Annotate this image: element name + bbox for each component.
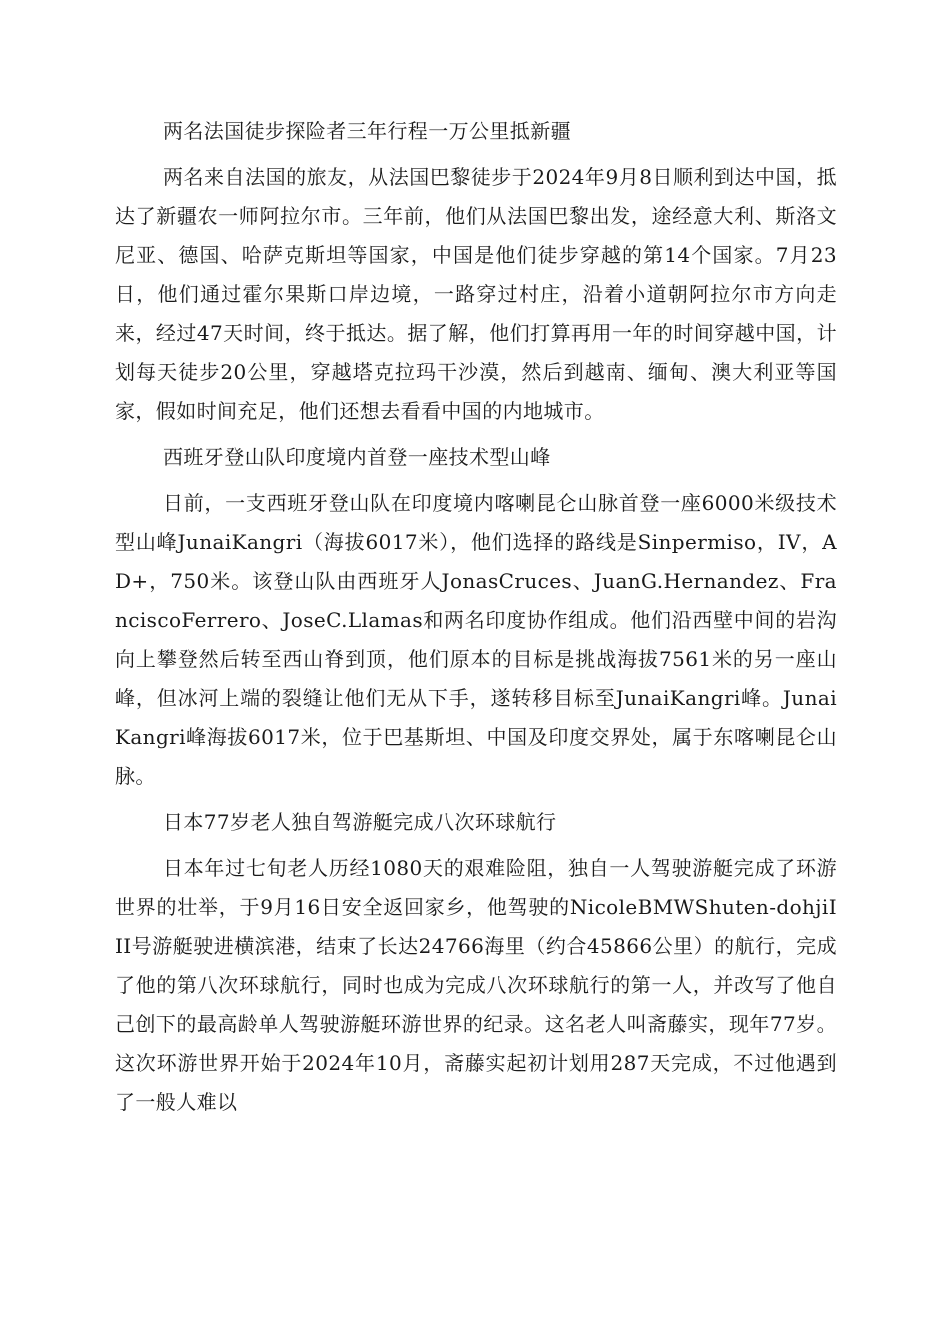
article-body: 日本年过七旬老人历经1080天的艰难险阻，独自一人驾驶游艇完成了环游世界的壮举，于9月16日安全返回家乡，他驾驶的NicoleBMWShuten-dohjiIII号游艇驶进横滨港，结束了长达24766海里（约合45866公里）的航行，完成了他的第八次环球航行，同时也成为完成八次环球航行的第一人，并改写了他自己创下的最高龄单人驾驶游艇环游世界的纪录。这名老人叫斋藤实，现年77岁。这次环游世界开始于2024年10月，斋藤实起初计划用287天完成，不过他遇到了一般人难以 <box>115 856 837 1114</box>
document-page <box>115 112 837 1129</box>
article-body: 日前，一支西班牙登山队在印度境内喀喇昆仑山脉首登一座6000米级技术型山峰JunaiKangri（海拔6017米），他们选择的路线是Sinpermiso，IV，AD+，750米。该登山队由西班牙人JonasCruces、JuanG.Hernandez、FranciscoFerrero、JoseC.Llamas和两名印度协作组成。他们沿西壁中间的岩沟向上攀登然后转至西山脊到顶，他们原本的目标是挑战海拔7561米的另一座山峰，但冰河上端的裂缝让他们无从下手，遂转移目标至JunaiKangri峰。JunaiKangri峰海拔6017米，位于巴基斯坦、中国及印度交界处，属于东喀喇昆仑山脉。 <box>115 491 837 788</box>
article-title: 日本77岁老人独自驾游艇完成八次环球航行 <box>163 810 557 834</box>
article-title: 两名法国徒步探险者三年行程一万公里抵新疆 <box>163 119 571 143</box>
article-title: 西班牙登山队印度境内首登一座技术型山峰 <box>163 445 551 469</box>
article-body: 两名来自法国的旅友，从法国巴黎徒步于2024年9月8日顺利到达中国，抵达了新疆农一师阿拉尔市。三年前，他们从法国巴黎出发，途经意大利、斯洛文尼亚、德国、哈萨克斯坦等国家，中国是他们徒步穿越的第14个国家。7月23日，他们通过霍尔果斯口岸边境，一路穿过村庄，沿着小道朝阿拉尔市方向走来，经过47天时间，终于抵达。据了解，他们打算再用一年的时间穿越中国，计划每天徒步20公里，穿越塔克拉玛干沙漠，然后到越南、缅甸、澳大利亚等国家，假如时间充足，他们还想去看看中国的内地城市。 <box>115 165 837 423</box>
